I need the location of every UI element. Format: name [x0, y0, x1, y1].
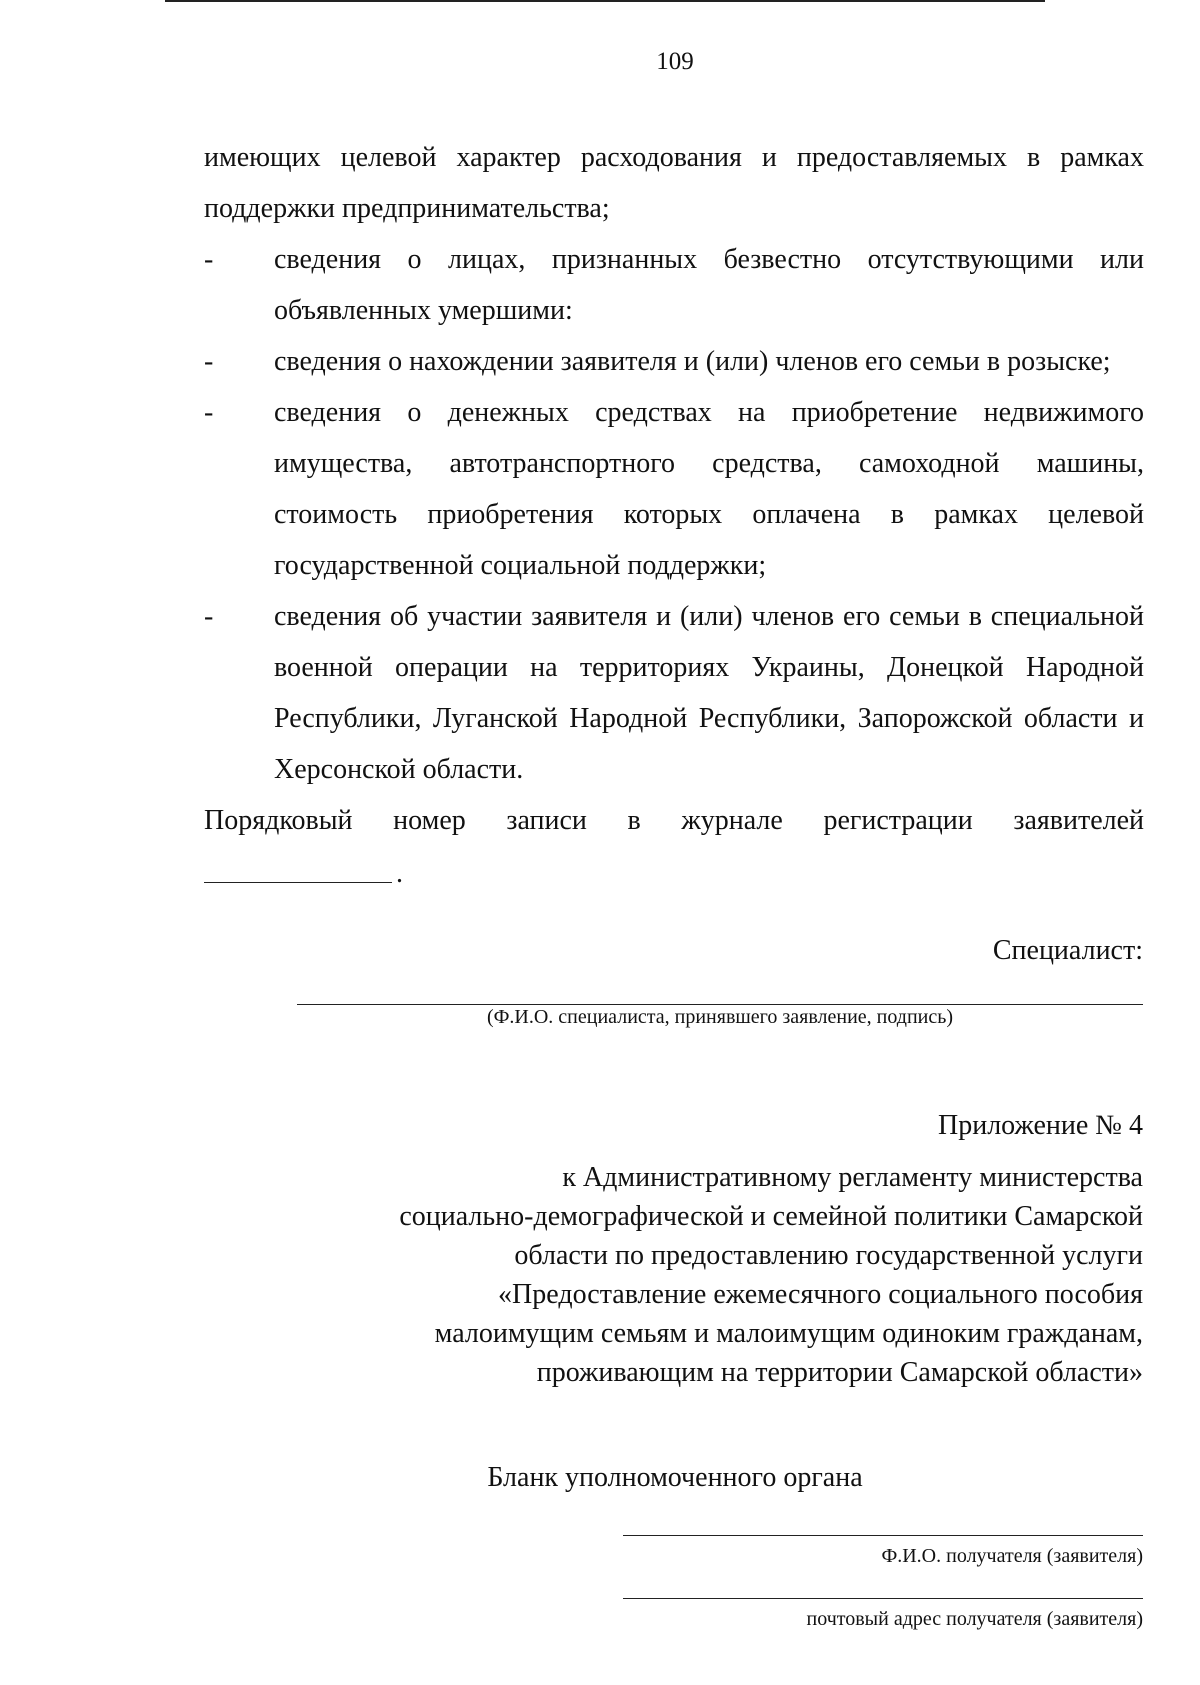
bullet-dash: - — [204, 244, 214, 275]
appendix-line: «Предоставление ежемесячного социального пособия — [498, 1279, 1143, 1310]
appendix-line: области по предоставлению государственной услуги — [514, 1240, 1143, 1271]
list-item-text: сведения об участии заявителя и (или) членов его семьи в специальной военной операции на территориях Украины, Донецкой Народной Республики, Луганской Народной Республики, Запорожской области и Херсонской области. — [274, 601, 1144, 785]
list-item — [204, 234, 1144, 336]
appendix-line: малоимущим семьям и малоимущим одиноким гражданам, — [434, 1318, 1143, 1349]
recipient-name-line — [623, 1535, 1143, 1536]
appendix-reference — [243, 1158, 1143, 1392]
continuation-paragraph: имеющих целевой характер расходования и предоставляемых в рамках поддержки предпринимательства; — [204, 142, 1144, 224]
appendix-line: проживающим на территории Самарской области» — [536, 1357, 1143, 1388]
blank-org-heading: Бланк уполномоченного органа — [487, 1462, 863, 1493]
list-item — [204, 591, 1144, 795]
bullet-list — [204, 234, 1144, 846]
top-rule — [165, 0, 1045, 2]
registration-number-blank — [204, 882, 392, 883]
recipient-name-caption: Ф.И.О. получателя (заявителя) — [881, 1545, 1143, 1567]
specialist-caption: (Ф.И.О. специалиста, принявшего заявление, подпись) — [486, 1006, 954, 1028]
list-item — [204, 387, 1144, 591]
specialist-signature-line — [297, 1004, 1143, 1005]
registration-label: Порядковый номер записи в журнале регистрации заявителей — [204, 805, 1144, 836]
recipient-address-line — [623, 1598, 1143, 1599]
list-item — [204, 336, 1144, 387]
specialist-label: Специалист: — [992, 935, 1143, 966]
appendix-line: к Административному регламенту министерства — [562, 1162, 1143, 1193]
list-item-text: сведения о нахождении заявителя и (или) членов его семьи в розыске; — [274, 346, 1111, 377]
bullet-dash: - — [204, 397, 214, 428]
list-item-text: сведения о денежных средствах на приобретение недвижимого имущества, автотранспортного средства, самоходной машины, стоимость приобретения которых оплачена в рамках целевой государственной социальной поддержки; — [274, 397, 1144, 581]
list-item-text: сведения о лицах, признанных безвестно отсутствующими или объявленных умершими: — [274, 244, 1144, 326]
bullet-dash: - — [204, 601, 214, 632]
body-text — [204, 132, 1144, 234]
recipient-address-caption: почтовый адрес получателя (заявителя) — [806, 1608, 1143, 1630]
appendix-title: Приложение № 4 — [938, 1110, 1143, 1141]
appendix-line: социально-демографической и семейной политики Самарской — [399, 1201, 1143, 1232]
registration-blank-dot: . — [396, 858, 403, 889]
page-number: 109 — [656, 48, 694, 75]
bullet-dash: - — [204, 346, 214, 377]
